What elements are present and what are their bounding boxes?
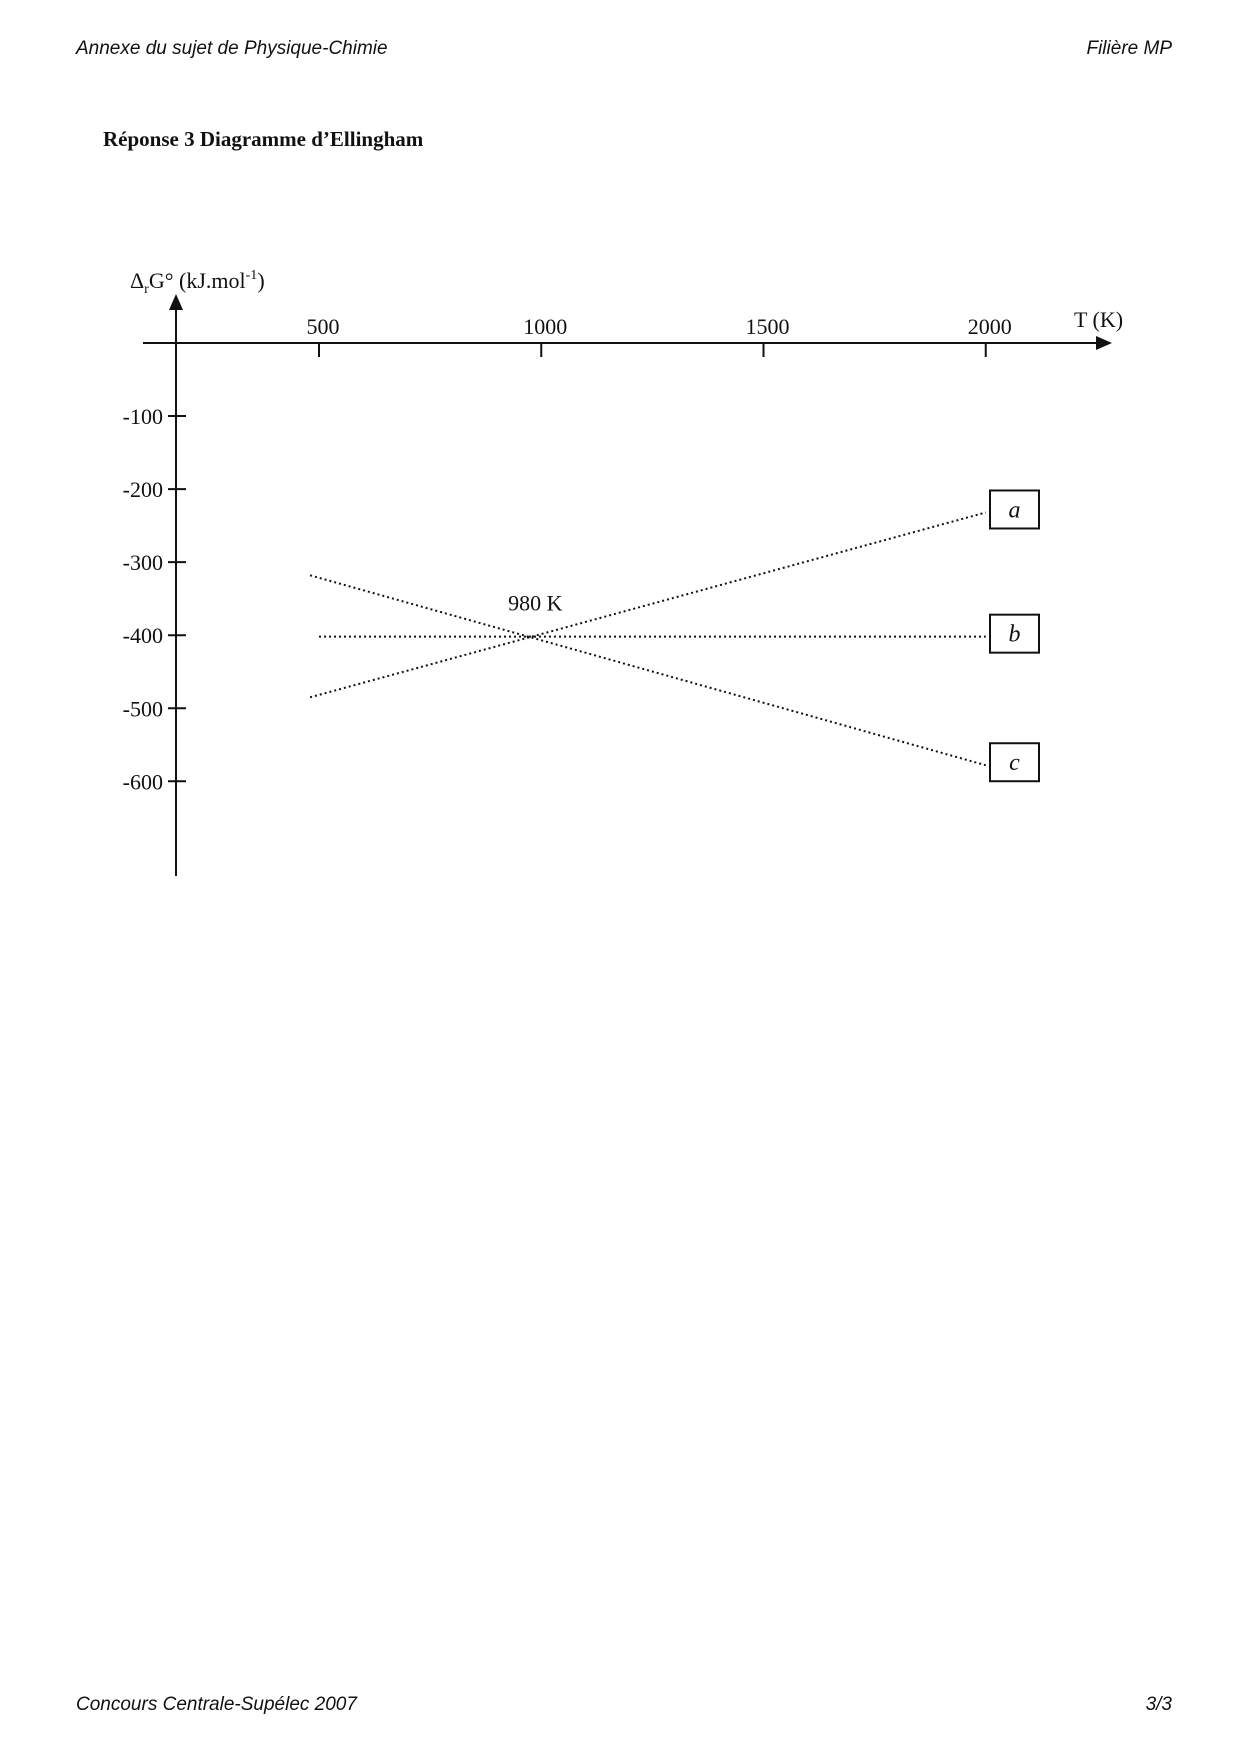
series-label-a: a — [1008, 497, 1021, 524]
footer-page-number: 3/3 — [1145, 1694, 1172, 1715]
y-axis-label-sub: r — [144, 282, 149, 297]
section-title: Réponse 3 Diagramme d’Ellingham — [103, 127, 424, 151]
intersection-annotation: 980 K — [508, 590, 563, 616]
x-tick-label: 1000 — [523, 314, 568, 339]
series-lines — [310, 512, 986, 765]
y-tick-label: -500 — [122, 696, 163, 722]
x-axis-arrow — [1096, 336, 1112, 350]
y-tick-label: -600 — [122, 769, 163, 795]
y-axis-label — [130, 268, 265, 297]
axes — [143, 294, 1112, 876]
y-tick-label: -300 — [122, 550, 163, 576]
y-axis-label-close: ) — [257, 268, 265, 293]
y-axis-label-delta: Δ — [130, 268, 145, 293]
x-axis-label: T (K) — [1074, 307, 1124, 332]
x-ticks — [307, 314, 1012, 357]
y-axis-label-sup: -1 — [245, 268, 258, 283]
footer-contest: Concours Centrale-Supélec 2007 — [76, 1694, 357, 1715]
y-axis-label-main: G° (kJ.mol — [148, 268, 246, 293]
header-stream: Filière MP — [1086, 38, 1172, 59]
header-title: Annexe du sujet de Physique-Chimie — [76, 38, 388, 59]
y-axis-arrow — [169, 294, 183, 310]
x-tick-label: 500 — [306, 314, 340, 339]
y-tick-label: -100 — [122, 404, 163, 430]
series-label-b: b — [1008, 621, 1021, 648]
series-line-c — [310, 575, 986, 765]
y-tick-label: -400 — [122, 623, 163, 649]
series-labels — [990, 490, 1039, 781]
series-label-c: c — [1009, 750, 1020, 777]
y-tick-label: -200 — [122, 477, 163, 503]
x-tick-label: 1500 — [745, 314, 790, 339]
x-tick-label: 2000 — [967, 314, 1012, 339]
